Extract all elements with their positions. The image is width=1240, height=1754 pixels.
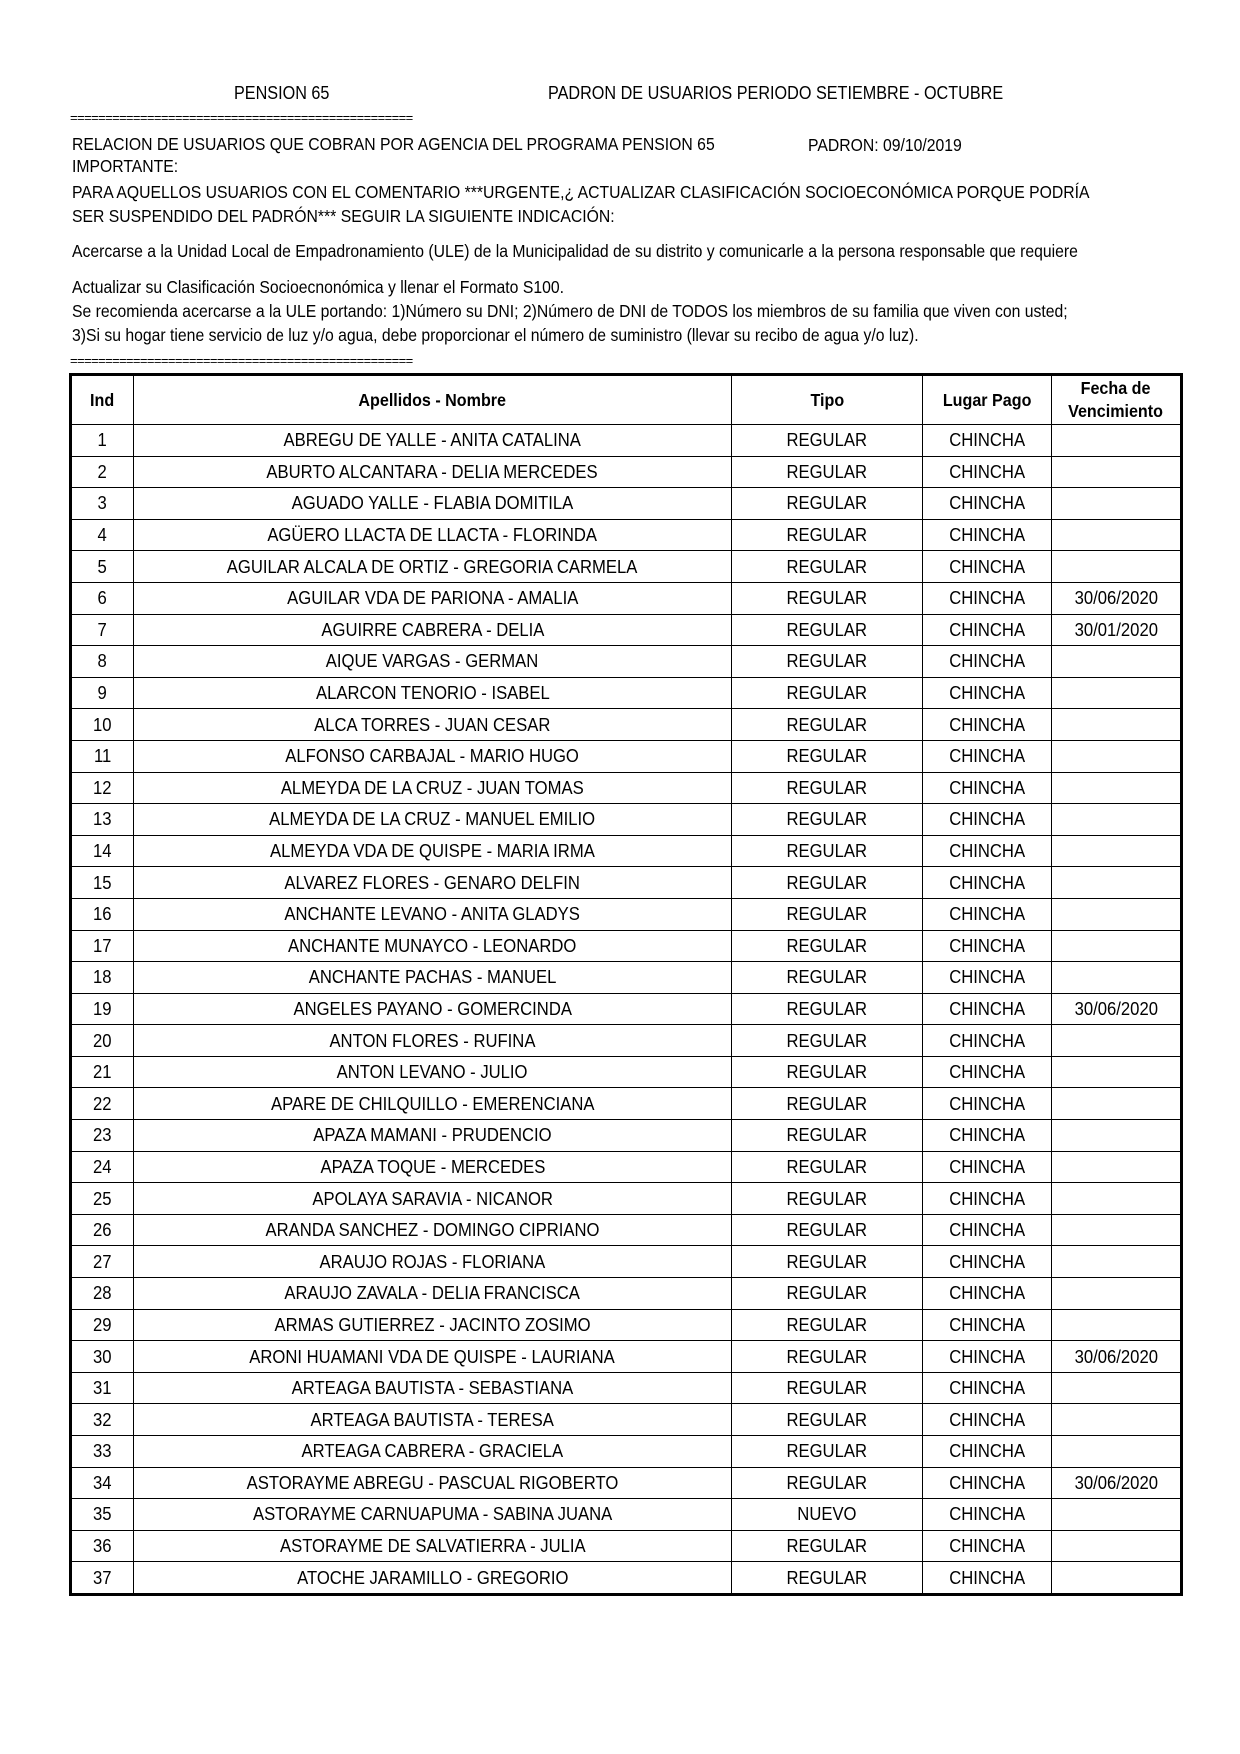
cell-ind: 30 bbox=[71, 1341, 134, 1373]
cell-tipo: REGULAR bbox=[732, 804, 923, 836]
cell-tipo: REGULAR bbox=[732, 993, 923, 1025]
cell-fecha bbox=[1052, 740, 1182, 772]
cell-ind: 15 bbox=[71, 867, 134, 899]
cell-name: ABURTO ALCANTARA - DELIA MERCEDES bbox=[134, 456, 732, 488]
cell-name: ALMEYDA DE LA CRUZ - JUAN TOMAS bbox=[134, 772, 732, 804]
cell-ind: 16 bbox=[71, 898, 134, 930]
cell-tipo: REGULAR bbox=[732, 1436, 923, 1468]
cell-ind: 7 bbox=[71, 614, 134, 646]
cell-ind: 19 bbox=[71, 993, 134, 1025]
cell-fecha bbox=[1052, 677, 1182, 709]
cell-lugar: CHINCHA bbox=[923, 962, 1052, 994]
cell-lugar: CHINCHA bbox=[923, 709, 1052, 741]
separator-bottom: ================================================= bbox=[70, 353, 413, 368]
cell-ind: 29 bbox=[71, 1309, 134, 1341]
cell-tipo: REGULAR bbox=[732, 614, 923, 646]
cell-fecha bbox=[1052, 519, 1182, 551]
table-row bbox=[71, 930, 1182, 962]
cell-name: ALARCON TENORIO - ISABEL bbox=[134, 677, 732, 709]
cell-fecha: 30/06/2020 bbox=[1052, 993, 1182, 1025]
cell-tipo: REGULAR bbox=[732, 582, 923, 614]
cell-ind: 18 bbox=[71, 962, 134, 994]
cell-ind: 12 bbox=[71, 772, 134, 804]
cell-fecha bbox=[1052, 1404, 1182, 1436]
cell-name: ASTORAYME DE SALVATIERRA - JULIA bbox=[134, 1530, 732, 1562]
cell-fecha bbox=[1052, 962, 1182, 994]
cell-name: ARAUJO ZAVALA - DELIA FRANCISCA bbox=[134, 1278, 732, 1310]
cell-fecha bbox=[1052, 835, 1182, 867]
notice-line-5: Se recomienda acercarse a la ULE portando: 1)Número su DNI; 2)Número de DNI de TODOS los miembros de su familia que viven con usted; bbox=[72, 301, 1068, 321]
table-row bbox=[71, 740, 1182, 772]
cell-name: AGÜERO LLACTA DE LLACTA - FLORINDA bbox=[134, 519, 732, 551]
cell-ind: 4 bbox=[71, 519, 134, 551]
cell-lugar: CHINCHA bbox=[923, 551, 1052, 583]
column-header-tipo: Tipo bbox=[732, 375, 923, 425]
table-row bbox=[71, 1467, 1182, 1499]
cell-tipo: REGULAR bbox=[732, 1278, 923, 1310]
cell-name: AGUIRRE CABRERA - DELIA bbox=[134, 614, 732, 646]
cell-fecha: 30/06/2020 bbox=[1052, 1467, 1182, 1499]
cell-ind: 11 bbox=[71, 740, 134, 772]
cell-lugar: CHINCHA bbox=[923, 1183, 1052, 1215]
cell-ind: 28 bbox=[71, 1278, 134, 1310]
cell-name: ALMEYDA VDA DE QUISPE - MARIA IRMA bbox=[134, 835, 732, 867]
table-row bbox=[71, 1372, 1182, 1404]
cell-tipo: REGULAR bbox=[732, 1120, 923, 1152]
cell-tipo: REGULAR bbox=[732, 1530, 923, 1562]
cell-lugar: CHINCHA bbox=[923, 772, 1052, 804]
table-row bbox=[71, 1499, 1182, 1531]
program-name: PENSION 65 bbox=[234, 83, 330, 103]
cell-lugar: CHINCHA bbox=[923, 1562, 1052, 1595]
cell-name: ARANDA SANCHEZ - DOMINGO CIPRIANO bbox=[134, 1214, 732, 1246]
cell-lugar: CHINCHA bbox=[923, 456, 1052, 488]
cell-tipo: REGULAR bbox=[732, 740, 923, 772]
table-row bbox=[71, 456, 1182, 488]
cell-fecha bbox=[1052, 1056, 1182, 1088]
cell-ind: 5 bbox=[71, 551, 134, 583]
cell-fecha bbox=[1052, 867, 1182, 899]
cell-name: ANCHANTE PACHAS - MANUEL bbox=[134, 962, 732, 994]
cell-ind: 26 bbox=[71, 1214, 134, 1246]
cell-ind: 31 bbox=[71, 1372, 134, 1404]
cell-fecha bbox=[1052, 425, 1182, 457]
cell-name: ALVAREZ FLORES - GENARO DELFIN bbox=[134, 867, 732, 899]
cell-lugar: CHINCHA bbox=[923, 867, 1052, 899]
table-row bbox=[71, 1088, 1182, 1120]
cell-lugar: CHINCHA bbox=[923, 1151, 1052, 1183]
notice-line-3: Acercarse a la Unidad Local de Empadronamiento (ULE) de la Municipalidad de su distrito y comunicarle a la persona responsable que requiere bbox=[72, 241, 1078, 261]
cell-lugar: CHINCHA bbox=[923, 898, 1052, 930]
cell-name: ARTEAGA BAUTISTA - TERESA bbox=[134, 1404, 732, 1436]
table-row bbox=[71, 1404, 1182, 1436]
cell-ind: 34 bbox=[71, 1467, 134, 1499]
cell-lugar: CHINCHA bbox=[923, 1278, 1052, 1310]
cell-lugar: CHINCHA bbox=[923, 677, 1052, 709]
document-title: PADRON DE USUARIOS PERIODO SETIEMBRE - OCTUBRE bbox=[548, 83, 1004, 103]
cell-ind: 23 bbox=[71, 1120, 134, 1152]
cell-name: ABREGU DE YALLE - ANITA CATALINA bbox=[134, 425, 732, 457]
cell-ind: 3 bbox=[71, 488, 134, 520]
cell-tipo: REGULAR bbox=[732, 1309, 923, 1341]
cell-name: APAZA TOQUE - MERCEDES bbox=[134, 1151, 732, 1183]
cell-fecha bbox=[1052, 646, 1182, 678]
table-row bbox=[71, 993, 1182, 1025]
cell-fecha bbox=[1052, 709, 1182, 741]
cell-name: APARE DE CHILQUILLO - EMERENCIANA bbox=[134, 1088, 732, 1120]
table-row bbox=[71, 1151, 1182, 1183]
notice-line-2: SER SUSPENDIDO DEL PADRÓN*** SEGUIR LA SIGUIENTE INDICACIÓN: bbox=[72, 206, 615, 226]
cell-lugar: CHINCHA bbox=[923, 1214, 1052, 1246]
cell-lugar: CHINCHA bbox=[923, 804, 1052, 836]
cell-lugar: CHINCHA bbox=[923, 582, 1052, 614]
table-row bbox=[71, 1309, 1182, 1341]
cell-lugar: CHINCHA bbox=[923, 1025, 1052, 1057]
table-row bbox=[71, 1530, 1182, 1562]
cell-fecha: 30/06/2020 bbox=[1052, 1341, 1182, 1373]
cell-lugar: CHINCHA bbox=[923, 488, 1052, 520]
cell-fecha bbox=[1052, 1088, 1182, 1120]
notice-line-4: Actualizar su Clasificación Socioecnonómica y llenar el Formato S100. bbox=[72, 277, 564, 297]
cell-ind: 8 bbox=[71, 646, 134, 678]
cell-fecha bbox=[1052, 1214, 1182, 1246]
cell-tipo: REGULAR bbox=[732, 677, 923, 709]
cell-fecha bbox=[1052, 456, 1182, 488]
cell-ind: 17 bbox=[71, 930, 134, 962]
cell-name: ARTEAGA BAUTISTA - SEBASTIANA bbox=[134, 1372, 732, 1404]
cell-fecha bbox=[1052, 1151, 1182, 1183]
cell-tipo: REGULAR bbox=[732, 1341, 923, 1373]
table-row bbox=[71, 1278, 1182, 1310]
cell-tipo: NUEVO bbox=[732, 1499, 923, 1531]
cell-fecha bbox=[1052, 930, 1182, 962]
relation-line: RELACION DE USUARIOS QUE COBRAN POR AGENCIA DEL PROGRAMA PENSION 65 bbox=[72, 134, 715, 154]
cell-name: AGUILAR ALCALA DE ORTIZ - GREGORIA CARMELA bbox=[134, 551, 732, 583]
table-row bbox=[71, 962, 1182, 994]
cell-tipo: REGULAR bbox=[732, 646, 923, 678]
cell-ind: 6 bbox=[71, 582, 134, 614]
cell-name: ASTORAYME CARNUAPUMA - SABINA JUANA bbox=[134, 1499, 732, 1531]
cell-name: ANCHANTE MUNAYCO - LEONARDO bbox=[134, 930, 732, 962]
cell-name: ALMEYDA DE LA CRUZ - MANUEL EMILIO bbox=[134, 804, 732, 836]
padron-date: PADRON: 09/10/2019 bbox=[808, 135, 962, 155]
table-row bbox=[71, 709, 1182, 741]
cell-ind: 2 bbox=[71, 456, 134, 488]
cell-name: AGUADO YALLE - FLABIA DOMITILA bbox=[134, 488, 732, 520]
separator-top: ================================================= bbox=[70, 110, 413, 125]
cell-tipo: REGULAR bbox=[732, 1467, 923, 1499]
cell-lugar: CHINCHA bbox=[923, 1088, 1052, 1120]
cell-fecha bbox=[1052, 772, 1182, 804]
cell-lugar: CHINCHA bbox=[923, 835, 1052, 867]
cell-ind: 25 bbox=[71, 1183, 134, 1215]
cell-tipo: REGULAR bbox=[732, 1056, 923, 1088]
cell-name: AGUILAR VDA DE PARIONA - AMALIA bbox=[134, 582, 732, 614]
cell-lugar: CHINCHA bbox=[923, 930, 1052, 962]
cell-ind: 37 bbox=[71, 1562, 134, 1595]
cell-ind: 33 bbox=[71, 1436, 134, 1468]
cell-lugar: CHINCHA bbox=[923, 614, 1052, 646]
notice-line-6: 3)Si su hogar tiene servicio de luz y/o agua, debe proporcionar el número de suministro (llevar su recibo de agua y/o luz). bbox=[72, 325, 919, 345]
table-header-row bbox=[71, 375, 1182, 425]
cell-ind: 10 bbox=[71, 709, 134, 741]
cell-fecha bbox=[1052, 1120, 1182, 1152]
cell-lugar: CHINCHA bbox=[923, 1404, 1052, 1436]
table-body bbox=[71, 425, 1182, 1595]
cell-tipo: REGULAR bbox=[732, 1372, 923, 1404]
cell-fecha bbox=[1052, 898, 1182, 930]
cell-ind: 32 bbox=[71, 1404, 134, 1436]
cell-name: APOLAYA SARAVIA - NICANOR bbox=[134, 1183, 732, 1215]
column-header-ind: Ind bbox=[71, 375, 134, 425]
cell-lugar: CHINCHA bbox=[923, 1309, 1052, 1341]
cell-name: ARMAS GUTIERREZ - JACINTO ZOSIMO bbox=[134, 1309, 732, 1341]
cell-fecha bbox=[1052, 1436, 1182, 1468]
cell-name: AIQUE VARGAS - GERMAN bbox=[134, 646, 732, 678]
cell-fecha bbox=[1052, 1499, 1182, 1531]
cell-lugar: CHINCHA bbox=[923, 740, 1052, 772]
table-row bbox=[71, 835, 1182, 867]
table-row bbox=[71, 519, 1182, 551]
table-row bbox=[71, 425, 1182, 457]
cell-ind: 22 bbox=[71, 1088, 134, 1120]
cell-fecha bbox=[1052, 1372, 1182, 1404]
cell-fecha bbox=[1052, 804, 1182, 836]
cell-fecha bbox=[1052, 1309, 1182, 1341]
table-row bbox=[71, 867, 1182, 899]
cell-lugar: CHINCHA bbox=[923, 1499, 1052, 1531]
cell-name: ARONI HUAMANI VDA DE QUISPE - LAURIANA bbox=[134, 1341, 732, 1373]
column-header-lugar: Lugar Pago bbox=[923, 375, 1052, 425]
cell-ind: 27 bbox=[71, 1246, 134, 1278]
cell-ind: 1 bbox=[71, 425, 134, 457]
cell-tipo: REGULAR bbox=[732, 1183, 923, 1215]
table-row bbox=[71, 1025, 1182, 1057]
cell-tipo: REGULAR bbox=[732, 425, 923, 457]
table-row bbox=[71, 582, 1182, 614]
cell-tipo: REGULAR bbox=[732, 488, 923, 520]
users-table bbox=[69, 373, 1183, 1596]
cell-fecha bbox=[1052, 1562, 1182, 1595]
table-row bbox=[71, 614, 1182, 646]
cell-lugar: CHINCHA bbox=[923, 646, 1052, 678]
cell-name: ARAUJO ROJAS - FLORIANA bbox=[134, 1246, 732, 1278]
cell-lugar: CHINCHA bbox=[923, 1056, 1052, 1088]
cell-lugar: CHINCHA bbox=[923, 1436, 1052, 1468]
table-row bbox=[71, 1120, 1182, 1152]
table-row bbox=[71, 1436, 1182, 1468]
important-label: IMPORTANTE: bbox=[72, 156, 179, 176]
cell-name: ALCA TORRES - JUAN CESAR bbox=[134, 709, 732, 741]
cell-ind: 20 bbox=[71, 1025, 134, 1057]
cell-tipo: REGULAR bbox=[732, 930, 923, 962]
column-header-fecha: Fecha de Vencimiento bbox=[1052, 375, 1182, 425]
cell-name: APAZA MAMANI - PRUDENCIO bbox=[134, 1120, 732, 1152]
cell-fecha bbox=[1052, 1278, 1182, 1310]
cell-fecha: 30/06/2020 bbox=[1052, 582, 1182, 614]
cell-ind: 13 bbox=[71, 804, 134, 836]
cell-ind: 21 bbox=[71, 1056, 134, 1088]
column-header-name: Apellidos - Nombre bbox=[134, 375, 732, 425]
table-row bbox=[71, 551, 1182, 583]
cell-lugar: CHINCHA bbox=[923, 425, 1052, 457]
cell-name: ARTEAGA CABRERA - GRACIELA bbox=[134, 1436, 732, 1468]
cell-ind: 14 bbox=[71, 835, 134, 867]
cell-fecha: 30/01/2020 bbox=[1052, 614, 1182, 646]
cell-tipo: REGULAR bbox=[732, 835, 923, 867]
cell-lugar: CHINCHA bbox=[923, 1530, 1052, 1562]
cell-lugar: CHINCHA bbox=[923, 1120, 1052, 1152]
table-row bbox=[71, 1056, 1182, 1088]
cell-fecha bbox=[1052, 1530, 1182, 1562]
cell-tipo: REGULAR bbox=[732, 962, 923, 994]
cell-name: ALFONSO CARBAJAL - MARIO HUGO bbox=[134, 740, 732, 772]
cell-ind: 35 bbox=[71, 1499, 134, 1531]
table-row bbox=[71, 488, 1182, 520]
table-row bbox=[71, 804, 1182, 836]
table-row bbox=[71, 1341, 1182, 1373]
cell-ind: 36 bbox=[71, 1530, 134, 1562]
table-row bbox=[71, 1246, 1182, 1278]
cell-ind: 24 bbox=[71, 1151, 134, 1183]
cell-fecha bbox=[1052, 1246, 1182, 1278]
cell-fecha bbox=[1052, 488, 1182, 520]
table-row bbox=[71, 646, 1182, 678]
cell-name: ATOCHE JARAMILLO - GREGORIO bbox=[134, 1562, 732, 1595]
cell-fecha bbox=[1052, 1025, 1182, 1057]
cell-tipo: REGULAR bbox=[732, 1246, 923, 1278]
cell-tipo: REGULAR bbox=[732, 898, 923, 930]
cell-lugar: CHINCHA bbox=[923, 993, 1052, 1025]
cell-name: ANTON FLORES - RUFINA bbox=[134, 1025, 732, 1057]
table-row bbox=[71, 1562, 1182, 1595]
cell-lugar: CHINCHA bbox=[923, 1467, 1052, 1499]
cell-lugar: CHINCHA bbox=[923, 519, 1052, 551]
cell-lugar: CHINCHA bbox=[923, 1341, 1052, 1373]
cell-tipo: REGULAR bbox=[732, 709, 923, 741]
table-row bbox=[71, 898, 1182, 930]
cell-tipo: REGULAR bbox=[732, 1562, 923, 1595]
cell-tipo: REGULAR bbox=[732, 1088, 923, 1120]
table-row bbox=[71, 1214, 1182, 1246]
cell-tipo: REGULAR bbox=[732, 1025, 923, 1057]
cell-lugar: CHINCHA bbox=[923, 1372, 1052, 1404]
cell-fecha bbox=[1052, 1183, 1182, 1215]
cell-tipo: REGULAR bbox=[732, 1151, 923, 1183]
cell-name: ANGELES PAYANO - GOMERCINDA bbox=[134, 993, 732, 1025]
notice-line-1: PARA AQUELLOS USUARIOS CON EL COMENTARIO ***URGENTE,¿ ACTUALIZAR CLASIFICACIÓN SOCIOECONÓMICA PORQUE PODRÍA bbox=[72, 182, 1090, 202]
cell-name: ANTON LEVANO - JULIO bbox=[134, 1056, 732, 1088]
cell-tipo: REGULAR bbox=[732, 551, 923, 583]
cell-ind: 9 bbox=[71, 677, 134, 709]
cell-lugar: CHINCHA bbox=[923, 1246, 1052, 1278]
cell-tipo: REGULAR bbox=[732, 1214, 923, 1246]
cell-tipo: REGULAR bbox=[732, 519, 923, 551]
cell-name: ANCHANTE LEVANO - ANITA GLADYS bbox=[134, 898, 732, 930]
cell-fecha bbox=[1052, 551, 1182, 583]
table-row bbox=[71, 772, 1182, 804]
cell-tipo: REGULAR bbox=[732, 456, 923, 488]
table-row bbox=[71, 1183, 1182, 1215]
table-row bbox=[71, 677, 1182, 709]
cell-tipo: REGULAR bbox=[732, 867, 923, 899]
cell-name: ASTORAYME ABREGU - PASCUAL RIGOBERTO bbox=[134, 1467, 732, 1499]
cell-tipo: REGULAR bbox=[732, 772, 923, 804]
cell-tipo: REGULAR bbox=[732, 1404, 923, 1436]
